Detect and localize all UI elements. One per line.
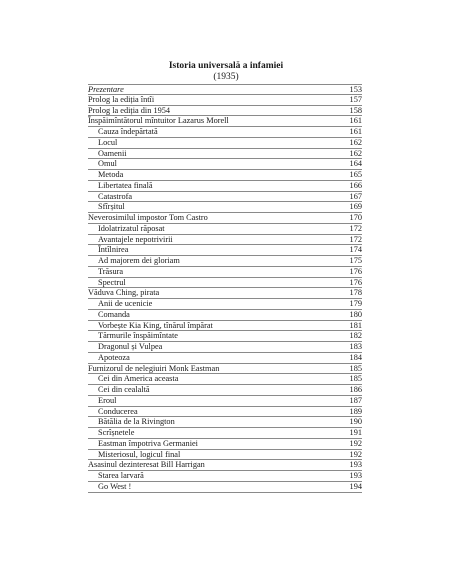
toc-entry <box>88 213 362 224</box>
toc-entry-title: Idolatrizatul răposat <box>98 223 165 233</box>
toc-subentry <box>88 471 362 482</box>
toc-page-number: 175 <box>349 256 362 265</box>
toc-page-number: 157 <box>349 94 362 104</box>
toc-page-number: 165 <box>349 170 362 179</box>
toc-subentry <box>88 192 362 203</box>
toc-page-number: 184 <box>349 352 362 362</box>
toc-subentry <box>88 159 362 170</box>
toc-entry <box>88 95 362 106</box>
toc-entry-title: Go West ! <box>98 481 132 491</box>
toc-subentry <box>88 374 362 385</box>
toc-subentry <box>88 127 362 138</box>
toc-page-number: 178 <box>349 288 362 298</box>
toc-page-number: 166 <box>349 180 362 190</box>
toc-subentry <box>88 321 362 332</box>
toc-entry-title: Eastman împotriva Germaniei <box>98 438 198 448</box>
toc-page-number: 183 <box>349 342 362 351</box>
toc-page-number: 179 <box>349 299 362 308</box>
toc-page-number: 164 <box>349 159 362 169</box>
toc-entry-title: Conducerea <box>98 406 138 416</box>
toc-page-number: 182 <box>349 331 362 341</box>
toc-entry-title: Cauza îndepărtată <box>98 127 158 136</box>
toc-entry-title: Înspăimîntătorul mîntuitor Lazarus Morell <box>88 116 229 126</box>
toc-entry-title: Oamenii <box>98 148 127 158</box>
toc-entry-title: Metoda <box>98 170 124 179</box>
toc-entry-title: Misteriosul, logicul final <box>98 449 181 459</box>
toc-subentry <box>88 396 362 407</box>
toc-page-number: 172 <box>349 223 362 233</box>
toc-page-number: 185 <box>349 374 362 384</box>
toc-page-number: 176 <box>349 277 362 287</box>
toc-page-number: 161 <box>349 116 362 126</box>
toc-entry-title: Văduva Ching, pirata <box>88 288 160 298</box>
toc-subentry <box>88 450 362 461</box>
toc-entry-title: Furnizorul de nelegiuiri Monk Eastman <box>88 363 220 373</box>
toc-subentry <box>88 245 362 256</box>
toc-page-number: 170 <box>349 213 362 222</box>
toc-subentry <box>88 278 362 289</box>
toc-entry-title: Scrîșnetele <box>98 428 135 437</box>
section-year: (1935) <box>213 72 239 82</box>
toc-page-number: 161 <box>349 127 362 136</box>
toc-subentry <box>88 181 362 192</box>
toc-subentry <box>88 138 362 149</box>
toc-page-number: 180 <box>349 309 362 319</box>
toc-entry-title: Vorbește Kia King, tînărul împărat <box>98 320 213 330</box>
toc-entry-title: Cei din America aceasta <box>98 374 179 384</box>
toc-entry-title: Eroul <box>98 395 117 405</box>
toc-entry-title: Catastrofa <box>98 191 133 201</box>
toc-entry <box>88 116 362 127</box>
toc-subentry <box>88 224 362 235</box>
toc-entry-title: Avantajele nepotrivirii <box>98 234 173 244</box>
toc-page-number: 169 <box>349 202 362 212</box>
toc-subentry <box>88 331 362 342</box>
toc-page-number: 187 <box>349 395 362 405</box>
toc-entry <box>88 364 362 375</box>
toc-subentry <box>88 256 362 267</box>
toc-subentry <box>88 310 362 321</box>
toc-entry-title: Prolog la ediția din 1954 <box>88 105 171 115</box>
toc-page-number: 189 <box>349 406 362 416</box>
toc-page-number: 185 <box>349 363 362 373</box>
toc-entry-title: Anii de ucenicie <box>98 299 153 308</box>
toc-subentry <box>88 149 362 160</box>
toc-entry-title: Apoteoza <box>98 352 130 362</box>
toc-entry-title: Prolog la ediția întîi <box>88 94 155 104</box>
toc-subentry <box>88 407 362 418</box>
section-title: Istoria universală a infamiei <box>168 61 284 71</box>
toc-entry <box>88 84 362 95</box>
toc-subentry <box>88 428 362 439</box>
toc-page-number: 193 <box>349 460 362 470</box>
toc-page-number: 191 <box>349 428 362 437</box>
toc-subentry <box>88 353 362 364</box>
toc-subentry <box>88 342 362 353</box>
toc-entry <box>88 460 362 471</box>
toc-page-number: 192 <box>349 449 362 459</box>
toc-page-number: 158 <box>349 105 362 115</box>
toc-page-number: 153 <box>349 85 362 94</box>
toc-page-number: 192 <box>349 438 362 448</box>
toc-subentry <box>88 299 362 310</box>
toc-page-number: 181 <box>349 320 362 330</box>
toc-entry-title: Libertatea finală <box>98 180 153 190</box>
toc-subentry <box>88 482 362 493</box>
table-of-contents <box>88 84 362 493</box>
toc-entry-title: Omul <box>98 159 117 169</box>
toc-entry <box>88 106 362 117</box>
toc-subentry <box>88 417 362 428</box>
toc-entry-title: Prezentare <box>88 85 124 94</box>
toc-entry <box>88 288 362 299</box>
toc-page-number: 194 <box>349 481 362 491</box>
toc-subentry <box>88 170 362 181</box>
toc-entry-title: Comanda <box>98 309 130 319</box>
toc-entry-title: Bătălia de la Rivington <box>98 417 175 427</box>
toc-entry-title: Trăsura <box>98 266 124 276</box>
toc-entry-title: Dragonul și Vulpea <box>98 342 163 351</box>
toc-page-number: 162 <box>349 137 362 147</box>
toc-page-number: 190 <box>349 417 362 427</box>
toc-page-number: 186 <box>349 385 362 394</box>
toc-subentry <box>88 385 362 396</box>
toc-entry-title: Neverosimilul impostor Tom Castro <box>88 213 208 222</box>
toc-page-number: 176 <box>349 266 362 276</box>
toc-subentry <box>88 235 362 246</box>
toc-page-number: 167 <box>349 191 362 201</box>
toc-entry-title: Spectrul <box>98 277 126 287</box>
toc-subentry <box>88 439 362 450</box>
toc-entry-title: Asasinul dezinteresat Bill Harrigan <box>88 460 205 470</box>
toc-page-number: 162 <box>349 148 362 158</box>
toc-entry-title: Sfîrșitul <box>98 202 125 212</box>
toc-subentry <box>88 202 362 213</box>
toc-entry-title: Cei din cealaltă <box>98 385 150 394</box>
toc-entry-title: Starea larvară <box>98 471 144 480</box>
toc-entry-title: Ad majorem dei gloriam <box>98 256 180 265</box>
toc-entry-title: Tărmurile înspăimîntate <box>98 331 178 341</box>
toc-subentry <box>88 267 362 278</box>
toc-page-number: 193 <box>349 471 362 480</box>
toc-page-number: 174 <box>349 245 362 255</box>
toc-entry-title: Locul <box>98 137 118 147</box>
toc-page-number: 172 <box>349 234 362 244</box>
toc-entry-title: Întîlnirea <box>98 245 129 255</box>
